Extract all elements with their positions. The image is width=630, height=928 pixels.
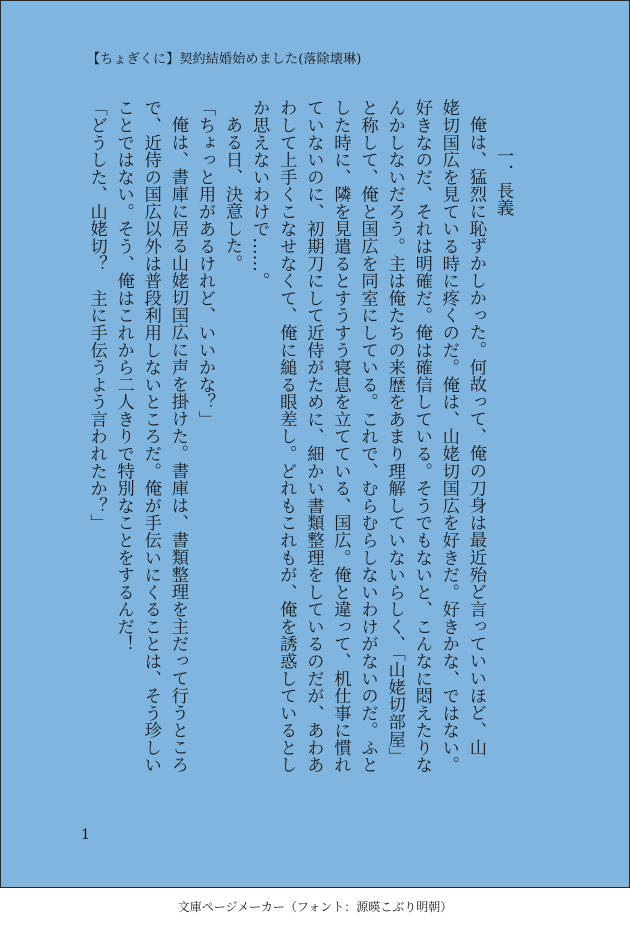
dialogue-line: 「どうした、山姥切？ 主に手伝うよう言われたか？」 xyxy=(86,99,107,532)
chapter-heading: 一．長義 xyxy=(493,147,513,217)
footer-credit: 文庫ページメーカー（フォント：源暎こぶり明朝） xyxy=(177,900,453,914)
text-line: ある日、決意した。 xyxy=(222,116,243,272)
page-number: 1 xyxy=(81,827,90,843)
text-line: 姥切国広を見ている時に疼くのだ。俺は、山姥切国広を好きだ。好きかな、ではない。 xyxy=(438,99,459,774)
text-line: わして上手くこなせなくて、俺に縋る眼差し。どれもこれもが、俺を誘惑しているとし xyxy=(276,99,297,774)
text-line: 俺は、猛烈に恥ずかしかった。何故って、俺の刀身は最近殆ど言っていいほど、山 xyxy=(465,116,486,757)
dialogue-line: 「ちょっと用があるけれど、いいかな？」 xyxy=(194,99,215,428)
text-line: した時に、隣を見遣るとすうすう寝息を立てている、国広。俺と違って、机仕事に慣れ xyxy=(330,99,351,774)
text-line: と称して、俺と国広を同室にしている。これで、むらむらしないわけがないのだ。ふと xyxy=(357,99,378,774)
text-line: か思えないわけで……。 xyxy=(249,99,270,290)
text-line: んかしないだろう。主は俺たちの来歴をあまり理解していないらしく、「山姥切部屋」 xyxy=(384,99,405,765)
text-line: 俺は、書庫に居る山姥切国広に声を掛けた。書庫は、書類整理を主だって行うところ xyxy=(167,116,188,774)
header-title: 【ちょぎくに】契約結婚始めました(落除壊琳) xyxy=(87,52,362,67)
text-line: 好きなのだ、それは明確だ。俺は確信している。そうでもないと、こんなに悶えたりな xyxy=(411,99,432,774)
text-line: ていないのに、初期刀にして近侍がために、細かい書類整理をしているのだが、あわあ xyxy=(303,99,324,774)
vertical-text-body xyxy=(71,99,516,779)
text-line: ことではない。そう、俺はこれから二人きりで特別なことをするんだ！ xyxy=(113,99,134,653)
text-line: で、近侍の国広以外は普段利用しないところだ。俺が手伝いにくることは、そう珍しい xyxy=(140,99,161,774)
